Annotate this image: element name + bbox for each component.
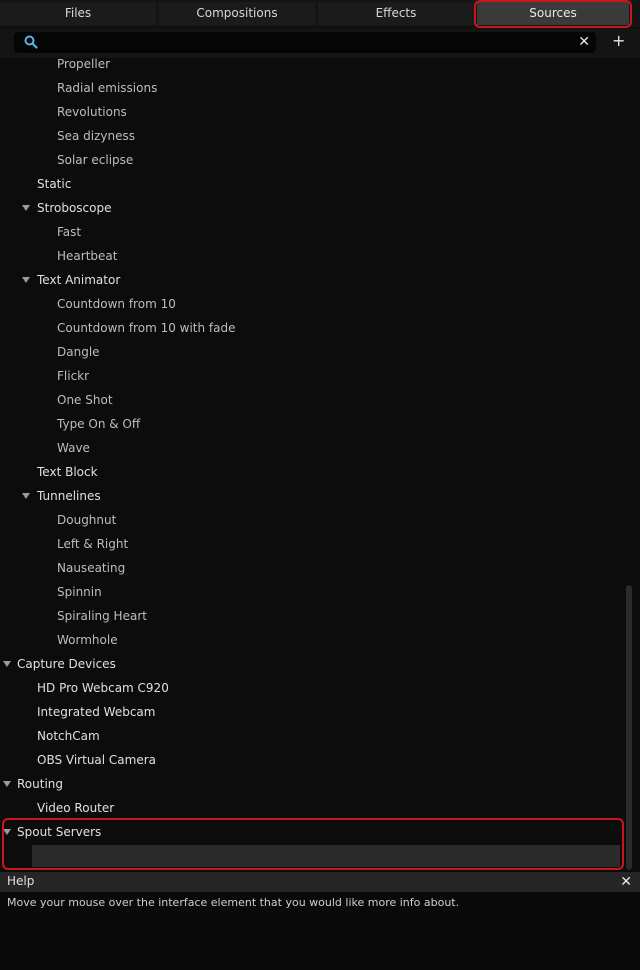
- source-item[interactable]: [0, 58, 624, 76]
- tree-item-label: Nauseating: [57, 561, 126, 575]
- source-item[interactable]: [0, 172, 624, 196]
- tree-item-label: Wormhole: [57, 633, 118, 647]
- source-item[interactable]: [0, 340, 624, 364]
- tree-item-label: Static: [37, 177, 72, 191]
- close-icon[interactable]: ✕: [620, 874, 632, 890]
- help-panel: [0, 872, 640, 970]
- clear-search-icon[interactable]: ✕: [578, 34, 590, 50]
- source-item[interactable]: [0, 748, 624, 772]
- tree-item-label: Left & Right: [57, 537, 129, 551]
- help-text: Move your mouse over the interface element that you would like more info about.: [7, 896, 460, 909]
- expand-arrow-icon[interactable]: [3, 829, 11, 835]
- source-item[interactable]: [0, 556, 624, 580]
- source-item[interactable]: [0, 412, 624, 436]
- source-item[interactable]: [0, 580, 624, 604]
- source-item[interactable]: [0, 124, 624, 148]
- tree-item-label: Doughnut: [57, 513, 117, 527]
- source-item[interactable]: [0, 604, 624, 628]
- source-item[interactable]: [0, 460, 624, 484]
- tab-files[interactable]: Files: [0, 2, 156, 25]
- tree-group[interactable]: [0, 772, 624, 796]
- source-item[interactable]: [0, 76, 624, 100]
- source-item[interactable]: [0, 220, 624, 244]
- search-bar: [0, 28, 640, 58]
- tree-group[interactable]: [0, 652, 624, 676]
- tree-item-label: NotchCam: [37, 729, 100, 743]
- expand-arrow-icon[interactable]: [22, 493, 30, 499]
- tree-item-label: Stroboscope: [37, 201, 112, 215]
- tree-item-label: Dangle: [57, 345, 100, 359]
- selected-row-background: [32, 845, 620, 867]
- tree-item-label: Countdown from 10 with fade: [57, 321, 236, 335]
- tree-item-label: Spout Servers: [17, 825, 102, 839]
- tree-item-label: Capture Devices: [17, 657, 116, 671]
- expand-arrow-icon[interactable]: [3, 781, 11, 787]
- tree-item-label: Video Router: [37, 801, 115, 815]
- tree-item-label: Countdown from 10: [57, 297, 176, 311]
- tree-item-label: OBS Virtual Camera: [37, 753, 157, 767]
- source-item[interactable]: [0, 100, 624, 124]
- source-item[interactable]: [0, 508, 624, 532]
- tree-item-label: Fast: [57, 225, 82, 239]
- tree-item-label: Integrated Webcam: [37, 705, 156, 719]
- help-header: [0, 872, 640, 892]
- scrollbar[interactable]: [626, 585, 632, 870]
- tree-item-label: HD Pro Webcam C920: [37, 681, 169, 695]
- tree-item-label: Text Animator: [37, 273, 121, 287]
- sources-tree: [0, 58, 640, 872]
- tree-group[interactable]: [0, 196, 624, 220]
- tree-group[interactable]: [0, 268, 624, 292]
- tree-item-label: Type On & Off: [57, 417, 141, 431]
- tree-item-label: Wave: [57, 441, 90, 455]
- source-item[interactable]: [0, 700, 624, 724]
- tree-item-label: Spinnin: [57, 585, 102, 599]
- source-item[interactable]: [0, 388, 624, 412]
- tree-group[interactable]: [0, 484, 624, 508]
- tree-item-label: Text Block: [37, 465, 98, 479]
- expand-arrow-icon[interactable]: [3, 661, 11, 667]
- source-item[interactable]: [0, 676, 624, 700]
- expand-arrow-icon[interactable]: [22, 205, 30, 211]
- source-item[interactable]: [0, 628, 624, 652]
- tree-item-label: Sea dizyness: [57, 129, 136, 143]
- source-item[interactable]: [0, 148, 624, 172]
- tree-item-label: Propeller: [57, 58, 111, 71]
- help-title: Help: [7, 874, 35, 888]
- source-item[interactable]: [0, 436, 624, 460]
- tree-group[interactable]: [0, 820, 624, 844]
- add-icon[interactable]: +: [612, 31, 626, 50]
- tree-item-label: Spiraling Heart: [57, 609, 147, 623]
- tab-effects[interactable]: Effects: [318, 2, 474, 25]
- tree-item-label: Flickr: [57, 369, 90, 383]
- tab-compositions[interactable]: Compositions: [159, 2, 315, 25]
- tree-item-label: Solar eclipse: [57, 153, 134, 167]
- tree-item-label: Routing: [17, 777, 64, 791]
- tree-item-label: Tunnelines: [37, 489, 101, 503]
- source-item[interactable]: [0, 244, 624, 268]
- tab-bar: [0, 0, 640, 27]
- source-item[interactable]: [0, 724, 624, 748]
- tree-item-label: Revolutions: [57, 105, 127, 119]
- search-input[interactable]: [50, 34, 574, 53]
- source-item[interactable]: [0, 364, 624, 388]
- source-item[interactable]: [0, 796, 624, 820]
- tab-sources[interactable]: Sources: [477, 2, 629, 25]
- search-box: [14, 32, 596, 53]
- expand-arrow-icon[interactable]: [22, 277, 30, 283]
- tree-item-label: One Shot: [57, 393, 113, 407]
- source-item[interactable]: [0, 316, 624, 340]
- tree-item-label: Radial emissions: [57, 81, 158, 95]
- tree-item-label: Heartbeat: [57, 249, 118, 263]
- source-item[interactable]: [0, 532, 624, 556]
- source-item[interactable]: [0, 292, 624, 316]
- search-icon: [24, 35, 38, 49]
